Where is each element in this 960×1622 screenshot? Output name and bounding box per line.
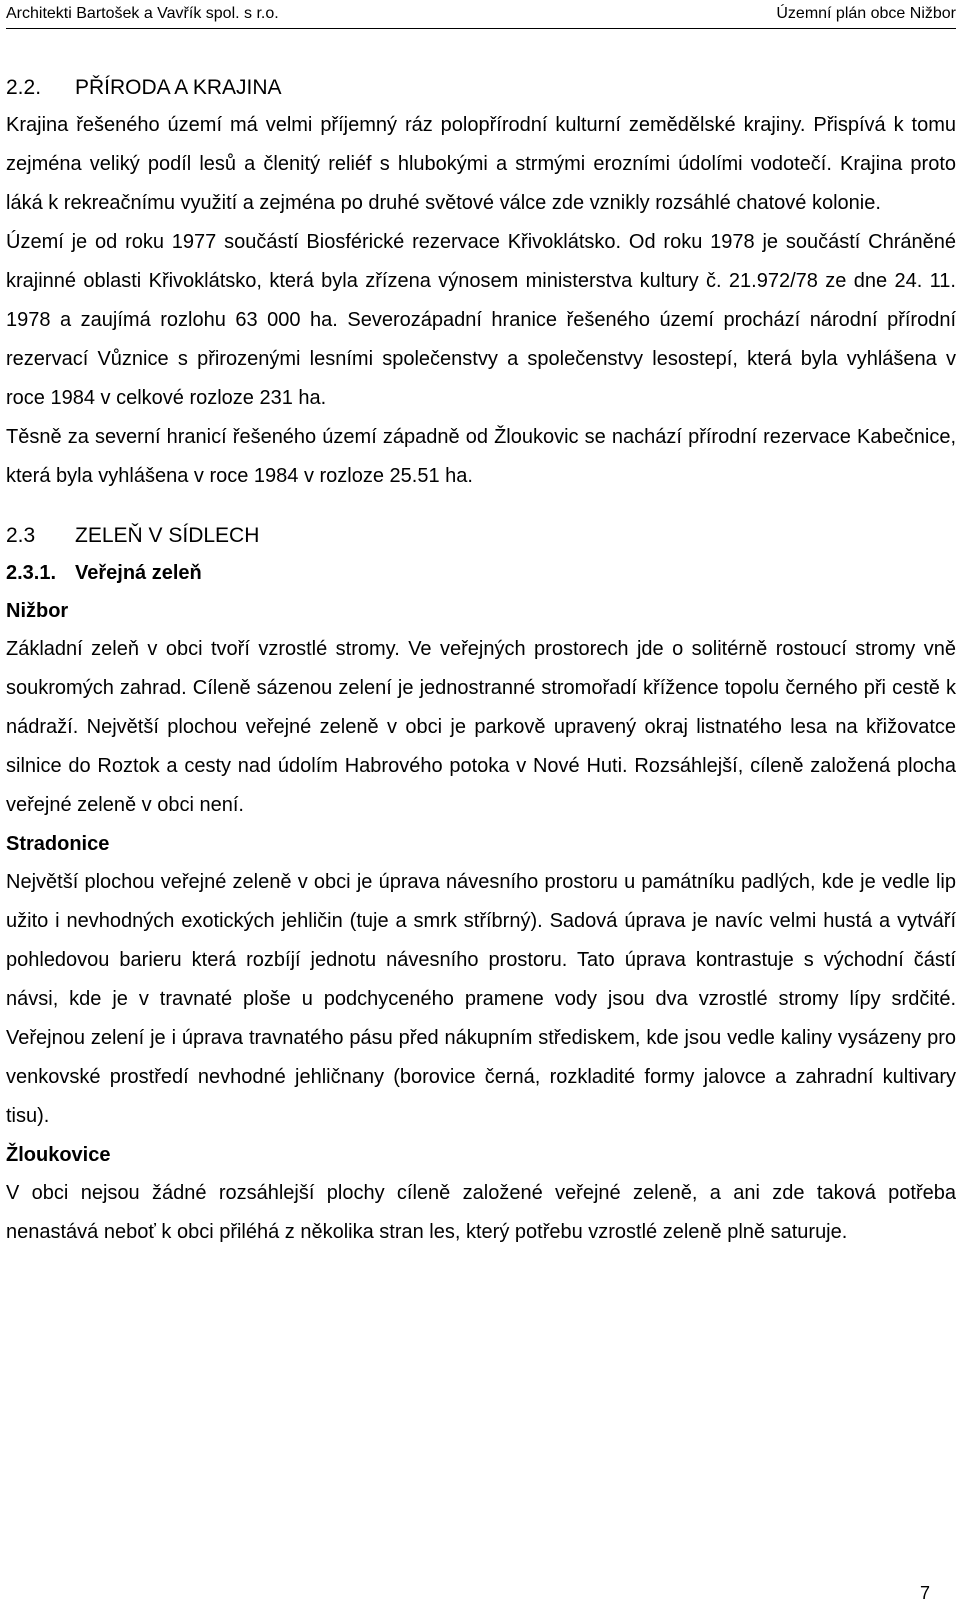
village-heading-zloukovice: Žloukovice — [6, 1144, 111, 1166]
paragraph: Největší plochou veřejné zeleně v obci je úprava návesního prostoru u památníku padlých, kde je vedle lip užito i nevhodných exotických jehličin (tuje a smrk stříbrný). Sadová úprava je navíc velmi hustá a vytváří pohledovou barieru která rozbíjí jednotu návesního prostoru. Tato úprava kontrastuje s východní částí návsi, kde je v travnaté ploše u podchyceného pramene vody jsou dva vzrostlé stromy lípy srdčité. Veřejnou zelení je i úprava travnatého pásu před nákupním střediskem, kde jsou vedle kaliny vysázeny pro venkovské prostředí nevhodné jehličnany (borovice černá, rozkladité formy jalovce a zahradní kultivary tisu). — [6, 871, 956, 1127]
section-number: 2.3 — [6, 524, 36, 547]
village-heading-stradonice: Stradonice — [6, 833, 110, 855]
subsection-heading-2-3-1 — [6, 554, 956, 592]
paragraph: Území je od roku 1977 součástí Biosférické rezervace Křivoklátsko. Od roku 1978 je součástí Chráněné krajinné oblasti Křivoklátsko, která byla zřízena výnosem ministerstva kultury č. 21.972/78 ze dne 24. 11. 1978 a zaujímá rozlohu 63 000 ha. Severozápadní hranice řešeného území prochází národní přírodní rezervací Vůznice s přirozenými lesními společenstvy a společenstvy lesostepí, která byla vyhlášena v roce 1984 v celkové rozloze 231 ha. — [6, 231, 956, 409]
subsection-number: 2.3.1. — [6, 562, 57, 584]
page-header — [6, 4, 956, 29]
section-number: 2.2. — [6, 76, 42, 99]
spacer — [6, 496, 956, 518]
header-document-title: Územní plán obce Nižbor — [776, 5, 956, 22]
paragraph: V obci nejsou žádné rozsáhlejší plochy cíleně založené veřejné zeleně, a ani zde taková potřeba nenastává neboť k obci přiléhá z několika stran les, který potřebu vzrostlé zeleně plně saturuje. — [6, 1182, 956, 1243]
document-body — [6, 70, 956, 1252]
page-number: 7 — [919, 1583, 930, 1603]
section-heading-2-3 — [6, 518, 956, 554]
header-company: Architekti Bartošek a Vavřík spol. s r.o. — [6, 5, 279, 22]
subsection-title: Veřejná zeleň — [75, 562, 202, 584]
paragraph: Základní zeleň v obci tvoří vzrostlé stromy. Ve veřejných prostorech jde o solitérně rostoucí stromy vně soukromých zahrad. Cíleně sázenou zelení je jednostranné stromořadí křížence topolu černého při cestě k nádraží. Největší plochou veřejné zeleně v obci je parkově upravený okraj listnatého lesa na křižovatce silnice do Roztok a cesty nad údolím Habrového potoka v Nové Huti. Rozsáhlejší, cíleně založená plocha veřejné zeleně v obci není. — [6, 638, 956, 816]
section-title: PŘÍRODA A KRAJINA — [75, 76, 282, 99]
village-heading-nizbor: Nižbor — [6, 600, 69, 622]
paragraph: Krajina řešeného území má velmi příjemný ráz polopřírodní kulturní zemědělské krajiny. Přispívá k tomu zejména veliký podíl lesů a členitý reliéf s hlubokými a strmými erozními údolími vodotečí. Krajina proto láká k rekreačnímu využití a zejména po druhé světové válce zde vznikly rozsáhlé chatové kolonie. — [6, 114, 956, 214]
section-title: ZELEŇ V SÍDLECH — [75, 524, 260, 547]
section-heading-2-2 — [6, 70, 956, 106]
paragraph: Těsně za severní hranicí řešeného území západně od Žloukovic se nachází přírodní rezervace Kabečnice, která byla vyhlášena v roce 1984 v rozloze 25.51 ha. — [6, 426, 956, 487]
